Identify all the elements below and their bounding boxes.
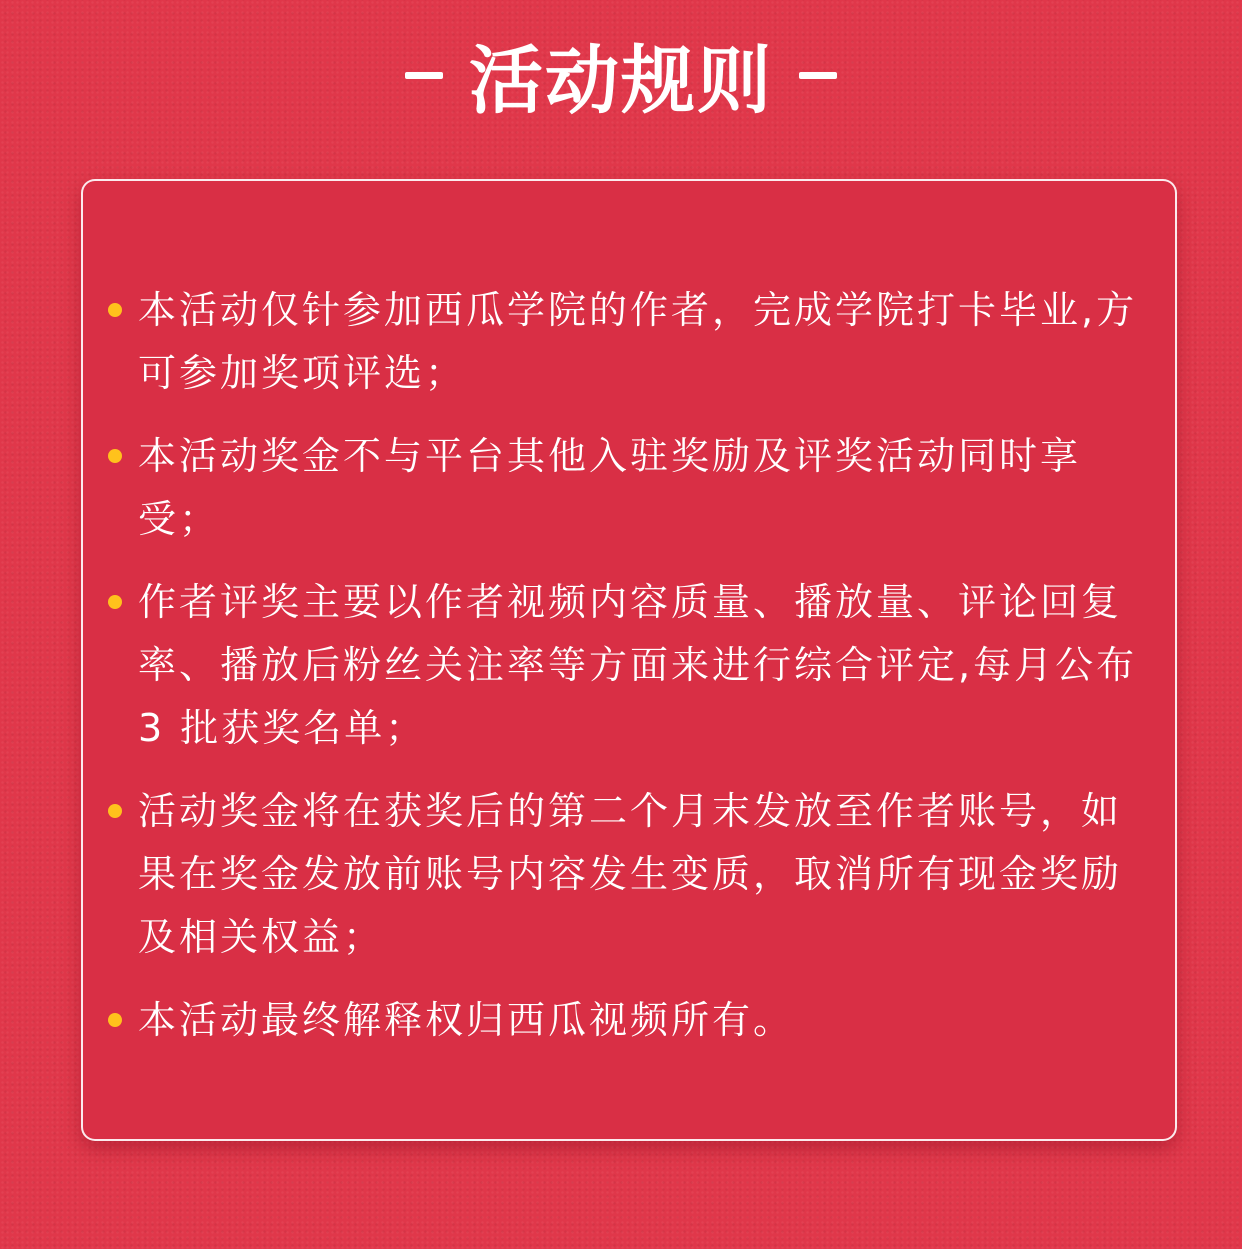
- rule-text: 本活动仅针参加西瓜学院的作者，完成学院打卡毕业,方可参加奖项评选；: [138, 288, 1138, 395]
- page-title: [0, 30, 1242, 124]
- rule-text: 本活动奖金不与平台其他入驻奖励及评奖活动同时享受；: [138, 434, 1082, 541]
- bullet-dot-icon: [108, 595, 122, 609]
- bullet-dot-icon: [108, 303, 122, 317]
- page-title-text: 活动规则: [469, 38, 773, 124]
- bullet-dot-icon: [108, 1013, 122, 1027]
- rule-item: [138, 989, 1138, 1052]
- rule-item: [138, 780, 1138, 969]
- rule-list: [138, 279, 1138, 1072]
- rule-text: 本活动最终解释权归西瓜视频所有。: [138, 998, 795, 1042]
- rule-text: 活动奖金将在获奖后的第二个月末发放至作者账号，如果在奖金发放前账号内容发生变质，取消所有现金奖励及相关权益；: [138, 789, 1123, 959]
- rule-item: [138, 571, 1138, 760]
- title-dash-right: [799, 72, 837, 79]
- title-dash-left: [405, 72, 443, 79]
- rule-text: 作者评奖主要以作者视频内容质量、播放量、评论回复率、播放后粉丝关注率等方面来进行综合评定,每月公布 3 批获奖名单；: [138, 580, 1138, 750]
- rules-panel: [81, 179, 1177, 1141]
- rule-item: [138, 425, 1138, 551]
- bullet-dot-icon: [108, 449, 122, 463]
- bullet-dot-icon: [108, 804, 122, 818]
- rule-item: [138, 279, 1138, 405]
